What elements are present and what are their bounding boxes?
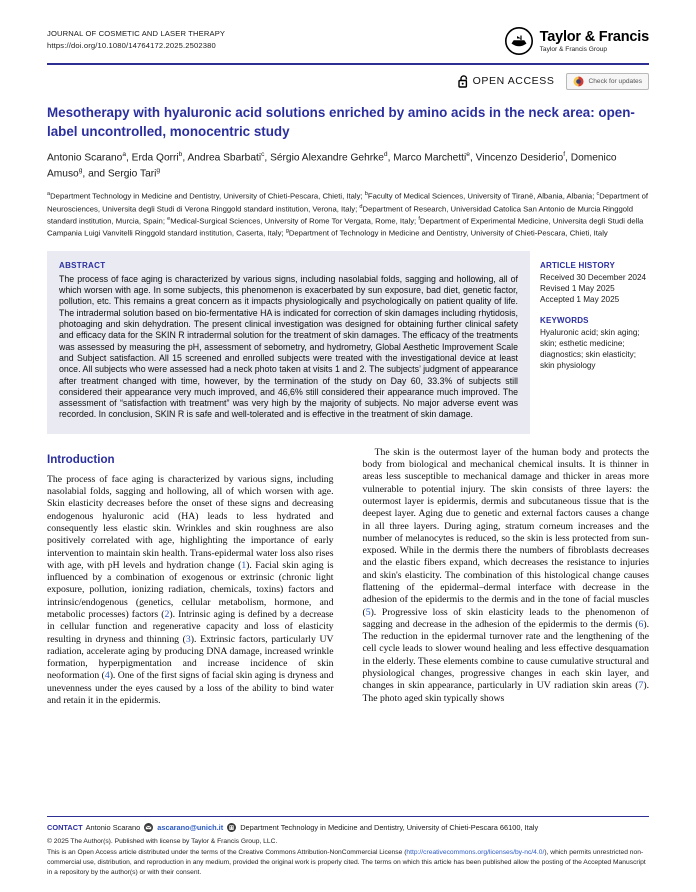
- page-footer: [47, 816, 649, 878]
- journal-name: JOURNAL OF COSMETIC AND LASER THERAPY: [47, 29, 226, 38]
- keywords-heading: KEYWORDS: [540, 315, 589, 325]
- author-name: Sergio Tari: [107, 168, 157, 180]
- taylor-francis-ship-icon: [504, 26, 534, 56]
- citation-ref[interactable]: 6: [638, 618, 644, 630]
- contact-label: CONTACT: [47, 823, 83, 832]
- contact-name: Antonio Scarano: [85, 823, 141, 832]
- keywords-block: [540, 316, 649, 371]
- license-text-pre: This is an Open Access article distributed under the terms of the Creative Commons Attribution-NonCommercial License (: [47, 849, 407, 856]
- introduction-heading: Introduction: [47, 452, 115, 466]
- citation-ref[interactable]: 1: [241, 559, 247, 571]
- open-access-label: OPEN ACCESS: [472, 75, 555, 87]
- history-received: Received 30 December 2024: [540, 272, 647, 282]
- header-divider: [47, 63, 649, 65]
- article-title: Mesotherapy with hyaluronic acid solutions enriched by amino acids in the neck area: open-label uncontrolled, monocentric study: [47, 105, 635, 140]
- author-name: Domenico Amuso: [47, 152, 617, 180]
- affiliation-mark: b: [364, 191, 368, 198]
- open-lock-icon: [458, 75, 469, 88]
- author-name: Andrea Sbarbati: [187, 152, 262, 164]
- author-name: Vincenzo Desiderio: [475, 152, 564, 164]
- affiliation-mark: d: [359, 203, 363, 210]
- open-access-badge: [458, 75, 555, 88]
- citation-ref[interactable]: 3: [185, 633, 191, 645]
- intro-paragraph-left: The process of face aging is characterized by various signs, including nasolabial folds, sagging and hollowing, all of which worsen with age. Skin elasticity decreases before the onset of these signs and decreasing endogenous hyaluronic acid (HA) leads to less hydrated and consequently less elastic skin. Wrinkles and skin roughness are also positively correlated with age, highlighting the importance of early intervention to maintain skin health. Trans-epidermal water loss also rises with age, with pH levels and hydration change (1). Facial skin aging is influenced by a combination of exogenous or extrinsic (chronic light exposure, pollution, ionizing radiation, chemicals, toxins) factors and intrinsic/endogenous (genetics, cellular metabolism, hormone, and metabolic processes) factors (2). Intrinsic aging is defined by a decrease in cellular function and regenerative capacity and loss of elasticity resulting in dryness and thinning (3). Extrinsic factors, particularly UV radiation, accelerate aging by producing DNA damage, increased wrinkle formation, hyperpigmentation and increase incidence of skin neoformation (4). One of the first signs of facial skin aging is dryness and unevenness under the eyes caused by a loss of the ability to bind water and retain it in the epidermis.: [47, 473, 334, 707]
- journal-meta: [47, 28, 225, 52]
- keywords-text: Hyaluronic acid; skin aging; skin; esthetic medicine; diagnostics; skin elasticity; skin physiology: [540, 327, 640, 370]
- citation-ref[interactable]: 5: [365, 606, 371, 618]
- crossmark-icon: [573, 76, 584, 87]
- doi-link[interactable]: https://doi.org/10.1080/14764172.2025.2502380: [47, 40, 216, 50]
- abstract-heading: ABSTRACT: [59, 260, 106, 270]
- right-column: [362, 446, 650, 708]
- page-header: [47, 28, 649, 56]
- author-affiliation-mark: g: [156, 166, 161, 174]
- contact-line: [47, 823, 649, 832]
- check-for-updates-button[interactable]: [566, 73, 649, 90]
- affiliation-list: $^a$Department Technology in Medicine and Dentistry, University of Chieti-Pescara, Chieti, Italy; $^b$Faculty of Medical Sciences, University of Tiranë, Albania, Albania; $^c$Department of Neurosciences, Universita degli Studi di Verona Ringgold standard institution, Verona, Italy; $^d$Department of Research, Universidad Catolica San Antonio de Murcia Ringgold standard institution, Murcia, Spain; $^e$Medical-Surgical Sciences, University of Rome Tor Vergata, Rome, Italy; $^f$Department of Experimental Medicine, Universita degli Studi della Campania Luigi Vanvitelli Ringgold standard institution, Caserta, Italy; $^g$Department of Technology in Medicine and Dentistry, University of Chieti-Pescara, Chieti, Italy: [47, 191, 648, 238]
- abstract-box: [47, 251, 530, 434]
- affiliation-mark: e: [167, 215, 171, 222]
- intro-paragraph-right: The skin is the outermost layer of the human body and protects the body from biological and mechanical chemical insults. It is thinner in areas less susceptible to mechanical damage and thicker in areas more vulnerable to potential injury. The skin consists of three layers: the outermost layer is epidermis, dermis and subcutaneous tissue that is the deepest layer. Aging due to genetic and external factors causes a change in all three layers. During aging, stratum corneum increases and the number of melanocytes is reduced, so the skin is less protected from sun-exposed. While in the dermis there the numbers of fibroblasts decreases and the elastic fibers expand, which decreases the resistance to injuries and skin's elasticity. The combination of this histological change causes flattening of the epidermal–dermal interface with decrease in the adhesion of the epidermis to the dermis and in the tone of facial muscles (5). Progressive loss of skin elasticity leads to the phenomenon of sagging and decrease in the adhesion of the epidermis to the dermis (6). The reduction in the epidermal turnover rate and the lengthening of the cell cycle leads to slower wound healing and less effective desquamation in the elderly. These elements combine to cause cumulative structural and physiological changes, progressive changes in each skin layer, and changes in skin appearance, particularly in UV radiation skin areas (7). The photo aged skin typically shows: [362, 446, 649, 704]
- check-for-updates-label: Check for updates: [588, 77, 642, 85]
- publisher-logo-text: [540, 29, 649, 53]
- author-affiliation-mark: e: [466, 151, 470, 159]
- affiliation-mark: g: [285, 227, 289, 234]
- publisher-logo: [504, 26, 649, 56]
- history-accepted: Accepted 1 May 2025: [540, 294, 620, 304]
- author-affiliation-mark: f: [563, 151, 566, 159]
- citation-ref[interactable]: 2: [164, 609, 170, 620]
- article-history-heading: ARTICLE HISTORY: [540, 260, 616, 270]
- author-name: Sérgio Alexandre Gehrke: [270, 152, 384, 164]
- author-affiliation-mark: g: [78, 166, 83, 174]
- citation-ref[interactable]: 4: [104, 670, 110, 682]
- author-affiliation-mark: b: [178, 151, 183, 159]
- contact-address: Department Technology in Medicine and Dentistry, University of Chieti-Pescara 66100, Italy: [240, 823, 539, 832]
- history-revised: Revised 1 May 2025: [540, 283, 615, 293]
- license-text-post: ), which permits unrestricted non-commercial use, distribution, and reproduction in any medium, provided the original work is properly cited. The terms on which this article has been published allow the posting of the Accepted Manuscript in a repository by the author(s) or with their consent.: [47, 849, 646, 877]
- abstract-text: The process of face aging is characterized by various signs, including nasolabial folds, sagging and hollowing, all of which worsen with age. In some subjects, this phenomenon is exacerbated by sun exposure, bad diet, genetic factor, pollution, etc. This remains a great concern as it impacts physiologically and psychologically on patient quality of life. The intradermal solution based on bio-fermentative HA is indicated for correction of skin damages including rhytidosis, photoaging and skin dehydration. The present clinical investigation was designed for obtaining further clinical safety and efficacy data for the SKIN R intradermal solution for the treatment of skin damages. The efficacy of the treatments was assessed by measuring the pH, assessment of sebometry, and hydrometry, Global Aesthetic Improvement Scale and Subject satisfaction. All 15 screened and enrolled subjects were treated with the investigational device at least once. All subjects who were assessed had a neck photo taken at visits 1 and 2. The subjects’ judgment of appearance after treatment changed with time, however, by the termination of the study on Day 60, 33.3% of subjects still considered their appearance very much improved, and 46,6% still considered their appearance much improved. The assessment of “satisfaction with treatment” was very high by the majority of subjects. No major adverse event was recorded. In conclusion, SKIN R is safe and well-tolerated and is effective in the treatment of skin damage.: [59, 273, 518, 420]
- publisher-group: Taylor & Francis Group: [539, 46, 608, 53]
- affiliation-mark: a: [47, 191, 51, 198]
- footer-divider: [47, 816, 649, 817]
- copyright-line: © 2025 The Author(s). Published with license by Taylor & Francis Group, LLC.: [47, 838, 278, 845]
- author-affiliation-mark: a: [122, 151, 126, 159]
- open-access-row: [47, 72, 649, 90]
- license-paragraph: [47, 848, 649, 878]
- contact-email-link[interactable]: ascarano@unich.it: [157, 823, 224, 832]
- publisher-name: Taylor & Francis: [539, 29, 649, 45]
- license-url-link[interactable]: http://creativecommons.org/licenses/by-nc/4.0/: [406, 849, 545, 856]
- affiliation-mark: f: [418, 215, 420, 222]
- email-icon: [144, 823, 153, 832]
- author-affiliation-mark: c: [261, 151, 265, 159]
- article-info-sidebar: [540, 251, 649, 434]
- author-name: Antonio Scarano: [47, 152, 123, 164]
- author-name: Erda Qorri: [131, 152, 179, 164]
- author-list: Antonio Scarano$^a$, Erda Qorri$^b$, Andrea Sbarbati$^c$, Sérgio Alexandre Gehrke$^d$, Marco Marchetti$^e$, Vincenzo Desiderio$^f$, Domenico Amuso$^g$, and Sergio Tari$^g$: [47, 151, 617, 180]
- address-icon: [227, 823, 236, 832]
- left-column: [47, 474, 334, 708]
- abstract-section: [47, 251, 649, 434]
- citation-ref[interactable]: 7: [638, 680, 644, 692]
- author-affiliation-mark: d: [383, 151, 388, 159]
- article-history-block: [540, 261, 649, 305]
- author-name: Marco Marchetti: [393, 152, 467, 164]
- affiliation-mark: c: [596, 191, 600, 198]
